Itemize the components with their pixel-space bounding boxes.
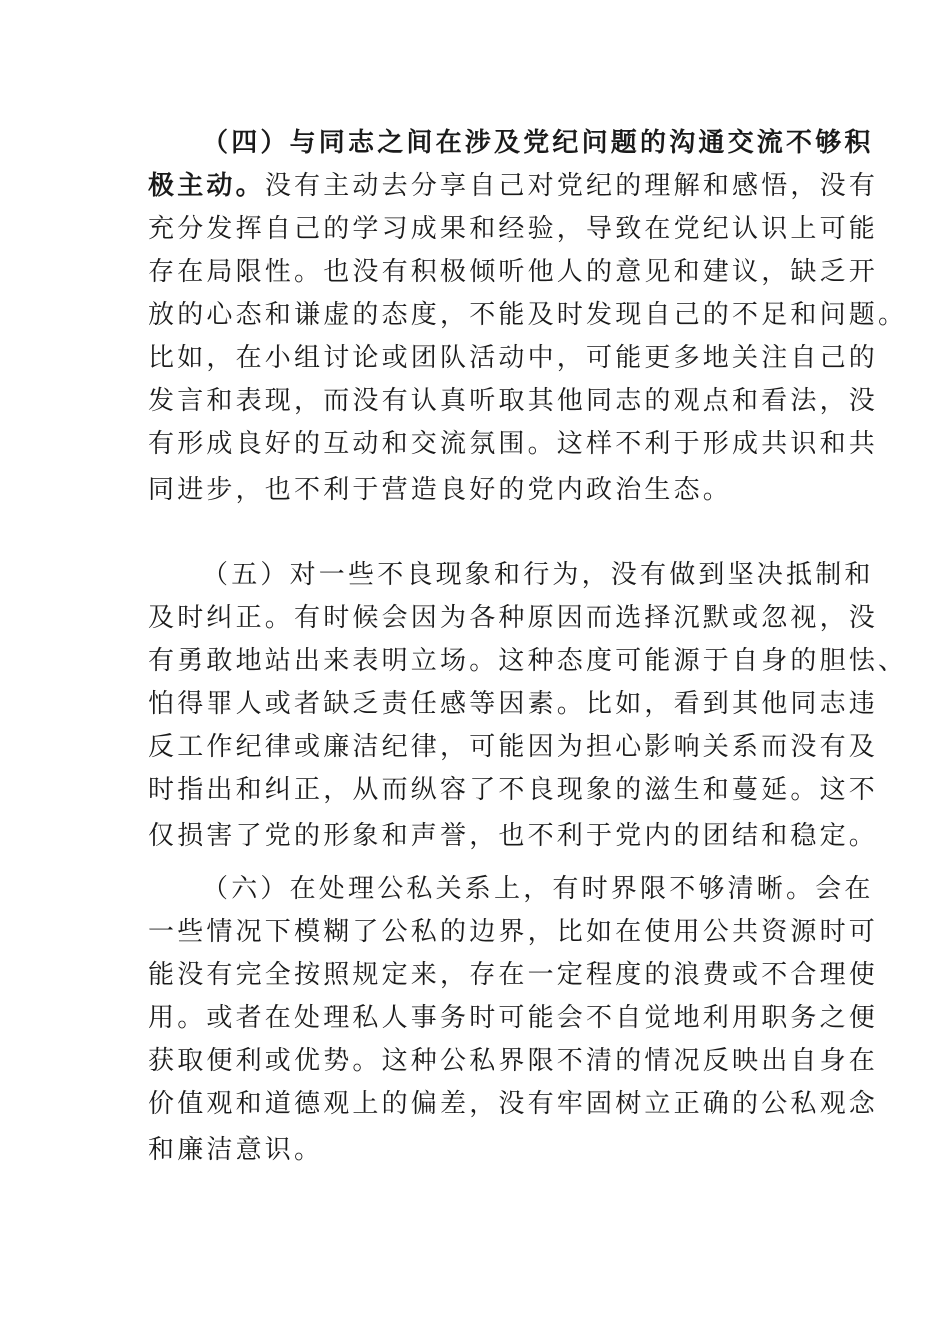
paragraph-4-heading-end: 极主动。 <box>148 171 265 201</box>
paragraph-6-line-5: 获取便利或优势。这种公私界限不清的情况反映出自身在 <box>148 1046 879 1076</box>
paragraph-6-line-2: 一些情况下模糊了公私的边界，比如在使用公共资源时可 <box>148 917 879 947</box>
paragraph-5-line-4: 怕得罪人或者缺乏责任感等因素。比如，看到其他同志违 <box>148 689 879 719</box>
paragraph-4-line-7: 发言和表现，而没有认真听取其他同志的观点和看法，没 <box>148 386 879 416</box>
paragraph-4-line-8: 有形成良好的互动和交流氛围。这样不利于形成共识和共 <box>148 429 879 459</box>
paragraph-4-heading: （四）与同志之间在涉及党纪问题的沟通交流不够积 <box>202 128 874 158</box>
paragraph-4-line-2 <box>148 171 878 201</box>
paragraph-6-line-6: 价值观和道德观上的偏差，没有牢固树立正确的公私观念 <box>148 1089 879 1119</box>
paragraph-4-line-4: 存在局限性。也没有积极倾听他人的意见和建议，缺乏开 <box>148 257 879 287</box>
paragraph-4-line-1 <box>202 128 874 158</box>
paragraph-6-line-3: 能没有完全按照规定来，存在一定程度的浪费或不合理使 <box>148 960 879 990</box>
paragraph-6-line-7: 和廉洁意识。 <box>148 1135 324 1165</box>
paragraph-5-line-2: 及时纠正。有时候会因为各种原因而选择沉默或忽视，没 <box>148 603 879 633</box>
paragraph-5-line-7: 仅损害了党的形象和声誉，也不利于党内的团结和稳定。 <box>148 821 879 851</box>
paragraph-5-line-5: 反工作纪律或廉洁纪律，可能因为担心影响关系而没有及 <box>148 732 879 762</box>
paragraph-4-line-9: 同进步，也不利于营造良好的党内政治生态。 <box>148 475 733 505</box>
paragraph-4-text: 没有主动去分享自己对党纪的理解和感悟，没有 <box>264 171 879 201</box>
paragraph-4-line-5: 放的心态和谦虚的态度，不能及时发现自己的不足和问题。 <box>148 300 908 330</box>
paragraph-5-line-1: （五）对一些不良现象和行为，没有做到坚决抵制和 <box>202 560 874 590</box>
paragraph-5-line-6: 时指出和纠正，从而纵容了不良现象的滋生和蔓延。这不 <box>148 775 879 805</box>
paragraph-6-line-1: （六）在处理公私关系上，有时界限不够清晰。会在 <box>202 874 874 904</box>
paragraph-5-line-3: 有勇敢地站出来表明立场。这种态度可能源于自身的胆怯、 <box>148 646 908 676</box>
paragraph-6-line-4: 用。或者在处理私人事务时可能会不自觉地利用职务之便 <box>148 1003 879 1033</box>
paragraph-4-line-6: 比如，在小组讨论或团队活动中，可能更多地关注自己的 <box>148 343 879 373</box>
paragraph-4-line-3: 充分发挥自己的学习成果和经验，导致在党纪认识上可能 <box>148 214 879 244</box>
